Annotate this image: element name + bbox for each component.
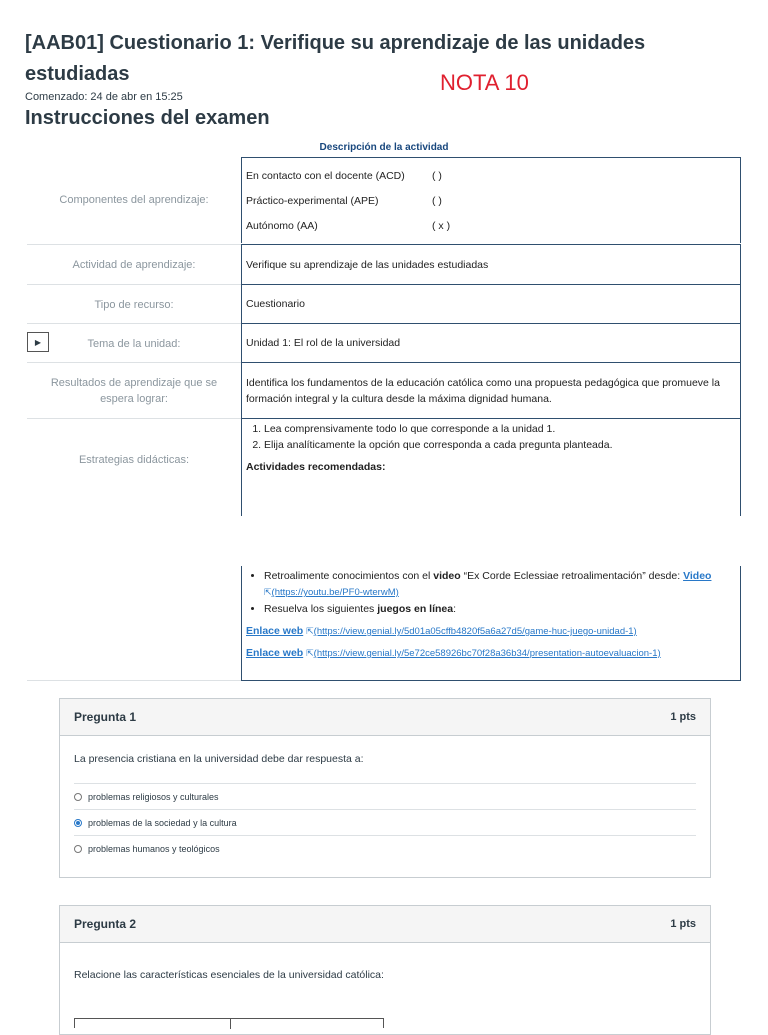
strategies-label: Estrategias didácticas:: [27, 418, 241, 501]
question-2-text: Relacione las características esenciales de la universidad católica:: [74, 969, 384, 981]
web-link-1-row: [246, 625, 736, 637]
recommended-heading: Actividades recomendadas:: [246, 461, 386, 473]
component-ape-name: Práctico-experimental (APE): [246, 194, 379, 207]
resource-label: Tipo de recurso:: [27, 284, 241, 324]
instructions-heading: Instrucciones del examen: [25, 107, 270, 129]
recommended-games-item: [264, 601, 736, 617]
question-1-text: La presencia cristiana en la universidad debe dar respuesta a:: [74, 753, 364, 765]
component-ape-mark: ( ): [432, 194, 442, 207]
answer-label: problemas humanos y teológicos: [88, 843, 220, 854]
external-link-icon: ⇱: [264, 587, 272, 597]
radio-checked-icon[interactable]: [74, 819, 82, 827]
web-link-1-url[interactable]: (https://view.genial.ly/5d01a05cffb4820f5a6a27d5/game-huc-juego-unidad-1): [313, 626, 637, 637]
table-caption: Descripción de la actividad: [319, 142, 449, 153]
video-link[interactable]: Video: [683, 570, 712, 582]
quiz-title: [AAB01] Cuestionario 1: Verifique su aprendizaje de las unidades estudiadas: [25, 32, 646, 85]
strategies-steps: [246, 421, 736, 453]
strategy-step: 2. Elija analíticamente la opción que corresponda a cada pregunta planteada.: [264, 437, 736, 453]
web-link-1[interactable]: Enlace web: [246, 625, 304, 637]
question-1-header: [60, 699, 710, 736]
component-aa-mark: ( x ): [432, 219, 451, 232]
results-label: Resultados de aprendizaje que se espera lograr:: [27, 362, 241, 418]
grade-note: NOTA 10: [440, 70, 529, 95]
component-acd-mark: ( ): [432, 169, 442, 182]
components-value: [241, 157, 741, 243]
started-timestamp: Comenzado: 24 de abr en 15:25: [25, 91, 183, 103]
strategies-value-top: [241, 418, 741, 516]
video-url-link[interactable]: (https://youtu.be/PF0-wterwM): [271, 587, 399, 598]
component-ape: [246, 188, 736, 213]
answer-label: problemas religiosos y culturales: [88, 791, 219, 802]
question-2-title: Pregunta 2: [74, 917, 137, 931]
video-item-text: “Ex Corde Eclessiae retroalimentación” desde:: [460, 570, 684, 582]
radio-unchecked-icon[interactable]: [74, 845, 82, 853]
external-link-icon: ⇱: [306, 626, 314, 636]
external-link-icon: ⇱: [306, 648, 314, 658]
answer-label: problemas de la sociedad y la cultura: [88, 817, 237, 828]
activity-label: Actividad de aprendizaje:: [27, 244, 241, 285]
answer-option[interactable]: [74, 783, 696, 809]
question-2: [59, 905, 711, 1035]
theme-value: Unidad 1: El rol de la universidad: [241, 323, 741, 362]
question-1-points: 1 pts: [670, 711, 696, 723]
recommended-list: [246, 568, 736, 617]
video-item-prefix: Retroalimente conocimientos con el: [264, 570, 434, 582]
components-label: Componentes del aprendizaje:: [59, 194, 209, 206]
question-1-title: Pregunta 1: [74, 710, 137, 724]
web-link-2-row: [246, 647, 736, 659]
component-aa-name: Autónomo (AA): [246, 219, 318, 232]
games-item-bold: juegos en línea: [377, 603, 454, 615]
strategies-value-bottom: [241, 566, 741, 681]
component-acd: [246, 163, 736, 188]
question-2-header: [60, 906, 710, 943]
results-value: Identifica los fundamentos de la educación católica como una propuesta pedagógica que promueve la formación integral y la cultura desde la máxima dignidad humana.: [241, 362, 741, 418]
resource-value: Cuestionario: [241, 284, 741, 323]
play-icon[interactable]: ▶: [27, 332, 49, 352]
radio-unchecked-icon[interactable]: [74, 793, 82, 801]
games-item-suffix: :: [453, 603, 457, 615]
video-item-bold: video: [433, 570, 461, 582]
matching-table: [74, 1018, 384, 1028]
games-item-prefix: Resuelva los siguientes: [264, 603, 378, 615]
strategies-label-continued: [27, 566, 241, 681]
recommended-video-item: [264, 568, 736, 601]
activity-value: Verifique su aprendizaje de las unidades estudiadas: [241, 244, 741, 284]
web-link-2-url[interactable]: (https://view.genial.ly/5e72ce58926bc70f28a36b34/presentation-autoevaluacion-1): [313, 648, 661, 659]
answer-option-selected[interactable]: [74, 809, 696, 835]
strategy-step: 1. Lea comprensivamente todo lo que corresponde a la unidad 1.: [264, 421, 736, 437]
question-2-points: 1 pts: [670, 918, 696, 930]
web-link-2[interactable]: Enlace web: [246, 647, 304, 659]
component-aa: [246, 213, 736, 238]
answer-option[interactable]: [74, 835, 696, 861]
component-acd-name: En contacto con el docente (ACD): [246, 169, 405, 182]
theme-label: Tema de la unidad:: [27, 323, 241, 363]
question-1: [59, 698, 711, 878]
matching-table-divider: [230, 1019, 231, 1029]
